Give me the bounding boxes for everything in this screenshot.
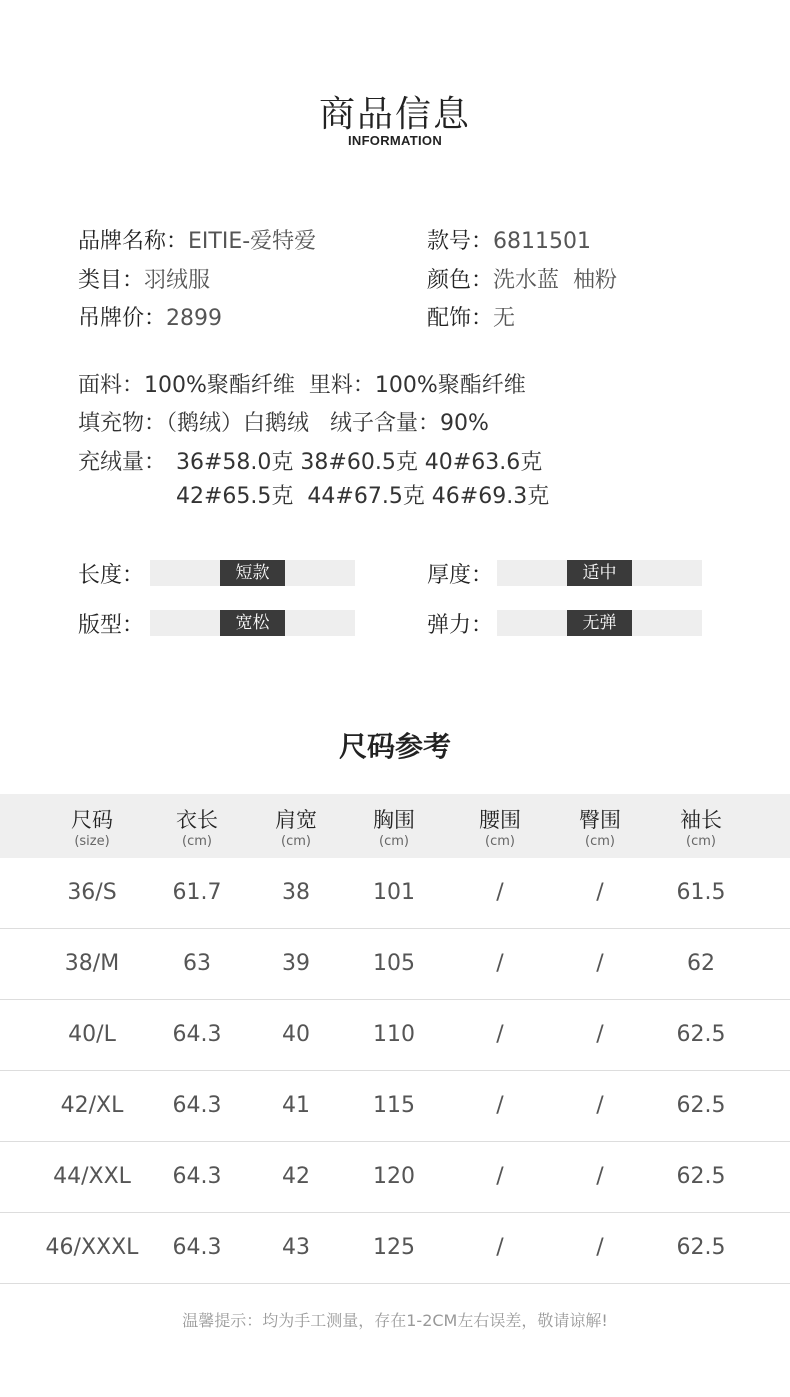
- size-chart-title: 尺码参考: [338, 730, 451, 763]
- table-cell: 63: [183, 951, 211, 976]
- brand-value: EITIE-爱特爱: [188, 229, 317, 254]
- table-cell: 64.3: [172, 1235, 222, 1260]
- page-title: 商品信息: [318, 94, 471, 135]
- column-header: [445, 794, 555, 849]
- column-header-unit: (cm): [281, 834, 311, 849]
- model-value: 6811501: [493, 229, 591, 254]
- table-cell: 40: [282, 1022, 310, 1047]
- table-cell: 36/S: [67, 880, 117, 905]
- fit-label: 版型：: [78, 613, 145, 638]
- price-label: 吊牌价：: [78, 306, 167, 331]
- table-cell: 62.5: [676, 1235, 726, 1260]
- table-cell: 120: [373, 1164, 415, 1189]
- table-cell: /: [596, 1235, 604, 1260]
- table-cell: 64.3: [172, 1164, 222, 1189]
- column-header: [646, 794, 756, 849]
- accessory-row: [427, 301, 515, 332]
- table-cell: 46/XXXL: [45, 1235, 139, 1260]
- table-cell: /: [496, 1093, 504, 1118]
- table-cell: /: [596, 951, 604, 976]
- fill-weights-line-1: 36#58.0克 38#60.5克 40#63.6克: [176, 450, 543, 475]
- table-cell: /: [496, 1235, 504, 1260]
- column-header-label: 臀围: [579, 808, 621, 832]
- table-cell: 38/M: [64, 951, 120, 976]
- column-header-label: 衣长: [176, 808, 218, 832]
- table-cell: 62.5: [676, 1164, 726, 1189]
- material-line: 面料：100%聚酯纤维 里料：100%聚酯纤维: [78, 373, 526, 398]
- elastic-label: 弹力：: [427, 613, 494, 638]
- table-cell: /: [596, 880, 604, 905]
- column-header: [241, 794, 351, 849]
- column-header-unit: (cm): [182, 834, 212, 849]
- table-cell: 61.7: [172, 880, 222, 905]
- measurement-note: 温馨提示：均为手工测量，存在1-2CM左右误差，敬请谅解!: [182, 1311, 608, 1330]
- table-cell: /: [496, 880, 504, 905]
- table-cell: 62: [687, 951, 715, 976]
- category-label: 类目：: [78, 268, 145, 293]
- column-header-label: 腰围: [479, 808, 521, 832]
- column-header-label: 肩宽: [275, 808, 317, 832]
- color-row: [427, 263, 617, 294]
- table-row: [0, 1142, 790, 1213]
- table-cell: 44/XXL: [53, 1164, 131, 1189]
- table-cell: 38: [282, 880, 310, 905]
- table-cell: /: [596, 1093, 604, 1118]
- table-cell: 110: [373, 1022, 415, 1047]
- price-row: [78, 301, 222, 332]
- table-row: [0, 1000, 790, 1071]
- table-cell: /: [496, 1164, 504, 1189]
- length-label: 长度：: [78, 563, 145, 588]
- table-row: [0, 1213, 790, 1284]
- model-row: [427, 224, 591, 255]
- color-label: 颜色：: [427, 268, 494, 293]
- brand-label: 品牌名称：: [78, 229, 189, 254]
- table-cell: 125: [373, 1235, 415, 1260]
- table-cell: /: [596, 1022, 604, 1047]
- column-header-label: 尺码: [71, 808, 113, 832]
- column-header: [545, 794, 655, 849]
- column-header-label: 袖长: [680, 808, 722, 832]
- column-header-label: 胸围: [373, 808, 415, 832]
- length-value-pill: 短款: [220, 560, 285, 586]
- thickness-value-pill: 适中: [567, 560, 632, 586]
- column-header-unit: (cm): [379, 834, 409, 849]
- category-value: 羽绒服: [144, 268, 211, 293]
- table-cell: 64.3: [172, 1022, 222, 1047]
- accessory-value: 无: [493, 306, 516, 331]
- table-cell: 39: [282, 951, 310, 976]
- table-cell: 42: [282, 1164, 310, 1189]
- column-header: [339, 794, 449, 849]
- accessory-label: 配饰：: [427, 306, 494, 331]
- table-cell: 43: [282, 1235, 310, 1260]
- column-header: [142, 794, 252, 849]
- column-header-unit: (cm): [485, 834, 515, 849]
- table-cell: 64.3: [172, 1093, 222, 1118]
- column-header: [37, 794, 147, 849]
- table-row: [0, 858, 790, 929]
- fill-weights-line-2: 42#65.5克 44#67.5克 46#69.3克: [176, 484, 550, 509]
- table-cell: 40/L: [68, 1022, 116, 1047]
- table-cell: 42/XL: [60, 1093, 124, 1118]
- table-row: [0, 1071, 790, 1142]
- size-table-header: [0, 794, 790, 858]
- table-cell: 105: [373, 951, 415, 976]
- color-value: 洗水蓝 柚粉: [493, 268, 618, 293]
- table-cell: /: [496, 1022, 504, 1047]
- filling-line: 填充物：（鹅绒）白鹅绒 绒子含量：90%: [78, 411, 489, 436]
- thickness-label: 厚度：: [427, 563, 494, 588]
- table-cell: 101: [373, 880, 415, 905]
- column-header-unit: (cm): [585, 834, 615, 849]
- table-cell: 115: [373, 1093, 415, 1118]
- category-row: [78, 263, 210, 294]
- price-value: 2899: [166, 306, 223, 331]
- table-cell: 61.5: [676, 880, 726, 905]
- column-header-unit: (cm): [686, 834, 716, 849]
- fill-label: 充绒量：: [78, 450, 167, 475]
- table-row: [0, 929, 790, 1000]
- page-subtitle: INFORMATION: [347, 133, 443, 148]
- table-cell: /: [496, 951, 504, 976]
- table-cell: 62.5: [676, 1093, 726, 1118]
- column-header-unit: (size): [74, 834, 110, 849]
- table-cell: /: [596, 1164, 604, 1189]
- table-cell: 62.5: [676, 1022, 726, 1047]
- table-cell: 41: [282, 1093, 310, 1118]
- model-label: 款号：: [427, 229, 494, 254]
- elastic-value-pill: 无弹: [567, 610, 632, 636]
- brand-row: [78, 224, 316, 255]
- fit-value-pill: 宽松: [220, 610, 285, 636]
